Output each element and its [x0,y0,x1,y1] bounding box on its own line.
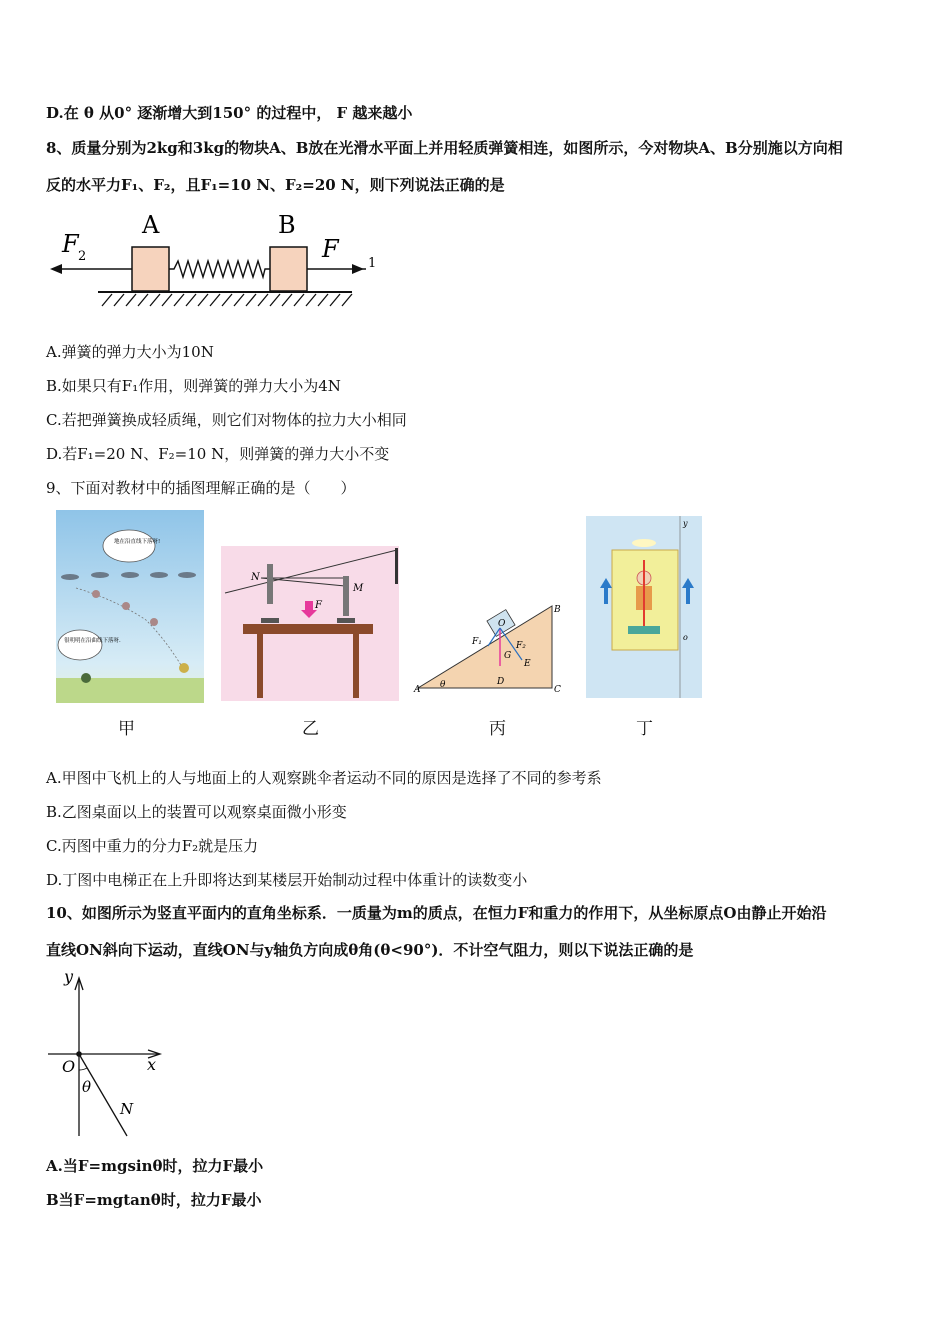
label-n: N [251,572,260,583]
bubble-2-text: 很明明在沿曲线下落呀. [64,638,121,644]
label-g: G [504,651,512,661]
bubble-1-text: 地在沿直线下落呀! [114,539,161,545]
q9-option-c: C.丙图中重力的分力F₂就是压力 [46,837,259,855]
label-m: M [353,583,364,594]
origin-point [76,1051,82,1057]
label-y: y [683,519,688,528]
f1-subscript-area [366,240,386,270]
q8-option-b: B.如果只有F₁作用，则弹簧的弹力大小为4N [46,377,341,395]
speech-bubble-2 [58,630,102,660]
f1-arrow [352,264,364,274]
q10-stem-line2: 直线ON斜向下运动，直线ON与y轴负方向成θ角(θ<90°)．不计空气阻力，则以下说法正确的是 [46,941,694,959]
label-o: O [498,619,506,629]
q9-option-a: A.甲图中飞机上的人与地面上的人观察跳伞者运动不同的原因是选择了不同的参考系 [46,769,602,787]
q10-option-b: B当F=mgtanθ时，拉力F最小 [46,1191,262,1209]
label-f1: F [322,235,339,263]
label-f1: F₁ [472,637,482,647]
mirror-m [343,576,349,616]
q7-option-d: D.在 θ 从0° 逐渐增大到150° 的过程中， F 越来越小 [46,104,413,122]
label-y: y [64,967,74,986]
figure-ding [586,516,702,698]
q9-option-b: B.乙图桌面以上的装置可以观察桌面微小形变 [46,803,347,821]
label-b: B [554,605,561,615]
label-o: o [683,633,688,642]
q8-option-c: C.若把弹簧换成轻质绳，则它们对物体的拉力大小相同 [46,411,407,429]
q10-option-a: A.当F=mgsinθ时，拉力F最小 [46,1157,264,1175]
block-a [132,247,169,291]
label-a: A [142,211,160,239]
q10-coordinate-figure [46,966,176,1140]
mirror-n [267,564,273,604]
label-f2-sub: 2 [78,249,87,264]
label-f2: F [62,230,79,258]
q9-stem: 9、下面对教材中的插图理解正确的是（ ） [46,479,356,497]
label-b: B [278,211,296,239]
scale [628,626,660,634]
q9-option-d: D.丁图中电梯正在上升即将达到某楼层开始制动过程中体重计的读数变小 [46,871,528,889]
label-o: O [62,1057,76,1076]
label-x: x [147,1055,157,1074]
label-f2: F₂ [516,641,526,651]
q8-stem-line1: 8、质量分别为2kg和3kg的物块A、B放在光滑水平面上并用轻质弹簧相连，如图所示，今对物块A、B分别施以方向相 [46,139,843,157]
label-theta: θ [440,680,446,690]
figure-bing [404,602,564,694]
q8-option-d: D.若F₁=20 N、F₂=10 N，则弹簧的弹力大小不变 [46,445,390,463]
incline [418,606,552,688]
figure-jia [56,510,204,703]
label-e: E [524,659,531,669]
speech-bubble-1 [103,530,155,562]
ground-person [81,673,91,683]
label-d: D [497,677,505,687]
label-f1-sub: 1 [368,256,377,270]
spring [169,261,270,277]
label-a: A [414,685,421,694]
f2-arrow [50,264,62,274]
q8-spring-figure [46,208,366,308]
caption-bing: 丙 [489,719,506,739]
caption-ding: 丁 [636,719,653,739]
caption-yi: 乙 [302,719,319,739]
label-theta: θ [82,1078,92,1096]
caption-jia: 甲 [118,719,135,739]
figure-yi [221,546,399,701]
q8-option-a: A.弹簧的弹力大小为10N [46,343,214,361]
q10-stem-line1: 10、如图所示为竖直平面内的直角坐标系．一质量为m的质点，在恒力F和重力的作用下，从坐标原点O由静止开始沿 [46,904,827,922]
label-n: N [120,1100,134,1118]
q8-stem-line2: 反的水平力F₁、F₂，且F₁=10 N、F₂=20 N，则下列说法正确的是 [46,176,505,194]
table-top [243,624,373,634]
label-f: F [315,600,322,611]
block-b [270,247,307,291]
label-c: C [554,685,561,694]
